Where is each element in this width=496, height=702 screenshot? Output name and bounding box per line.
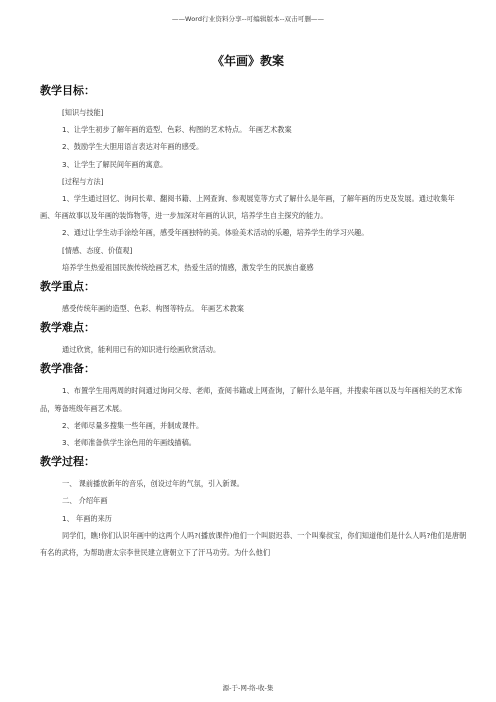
section-heading: 教学难点： bbox=[40, 321, 95, 335]
paragraph: 1、让学生初步了解年画的造型、色彩、构图的艺术特点。 年画艺术教案 bbox=[62, 125, 292, 135]
paragraph: 3、老师准备供学生涂色用的年画线描稿。 bbox=[62, 438, 196, 448]
paragraph: 2、鼓励学生大胆用语言表达对年画的感受。 bbox=[62, 142, 204, 152]
paragraph: [情感、态度、价值观] bbox=[62, 245, 133, 255]
section-objectives bbox=[40, 84, 468, 276]
section-preparation bbox=[40, 362, 468, 451]
paragraph: 培养学生热爱祖国民族传统绘画艺术，热爱生活的情感，激发学生的民族自豪感 bbox=[62, 262, 314, 272]
paragraph: [知识与技能] bbox=[62, 108, 104, 117]
section-key-points bbox=[40, 280, 468, 317]
paragraph: 1、 年画的来历 bbox=[62, 513, 112, 523]
header-note: ——Word行业资料分享--可编辑版本--双击可删—— bbox=[171, 15, 325, 23]
section-heading: 教学过程： bbox=[40, 455, 95, 469]
section-process bbox=[40, 455, 468, 561]
section-heading: 教学重点： bbox=[40, 280, 95, 294]
paragraph: 一、 课前播放新年的音乐，创设过年的气氛，引入新课。 bbox=[62, 479, 244, 489]
paragraph: 1、学生通过回忆、询问长辈、翻阅书籍、上网查询、参观展览等方式了解什么是年画，了解年画的历史及发展。通过收集年画、年画故事以及年画的装饰物等，进一步加深对年画的认识，培养学生自主探究的能力。 bbox=[40, 194, 455, 221]
paragraph: 同学们，瞧!你们认识年画中的这两个人吗?(播放课件)他们一个叫尉迟恭、一个叫秦叔宝，你们知道他们是什么人吗?他们是唐朝有名的武将，为帮助唐太宗李世民建立唐朝立下了汗马功劳。为什么他们 bbox=[40, 530, 467, 558]
page-title: 《年画》教案 bbox=[211, 54, 284, 68]
paragraph: 2、老师尽量多搜集一些年画，并制成课件。 bbox=[62, 420, 204, 430]
section-heading: 教学目标： bbox=[40, 84, 95, 97]
paragraph: 二、 介绍年画 bbox=[62, 496, 108, 506]
section-heading: 教学准备： bbox=[40, 362, 95, 376]
paragraph: 1、布置学生用两周的时间通过询问父母、老师，查阅书籍或上网查询，了解什么是年画，并搜索年画以及与年画相关的艺术饰品，筹备班级年画艺术展。 bbox=[40, 386, 462, 413]
paragraph: 感受传统年画的造型、色彩、构图等特点。 年画艺术教案 bbox=[62, 304, 244, 314]
section-difficulties bbox=[40, 321, 468, 358]
footer-note: 源-于-网-络-收-集 bbox=[222, 684, 274, 692]
document-body bbox=[40, 84, 468, 561]
paragraph: 通过欣赏，能利用已有的知识进行绘画欣赏活动。 bbox=[62, 345, 221, 355]
paragraph: 3、让学生了解民间年画的寓意。 bbox=[62, 159, 168, 169]
paragraph: [过程与方法] bbox=[62, 176, 104, 186]
paragraph: 2、通过让学生动手涂绘年画，感受年画独特的美。体验美术活动的乐趣，培养学生的学习兴趣。 bbox=[62, 228, 369, 238]
